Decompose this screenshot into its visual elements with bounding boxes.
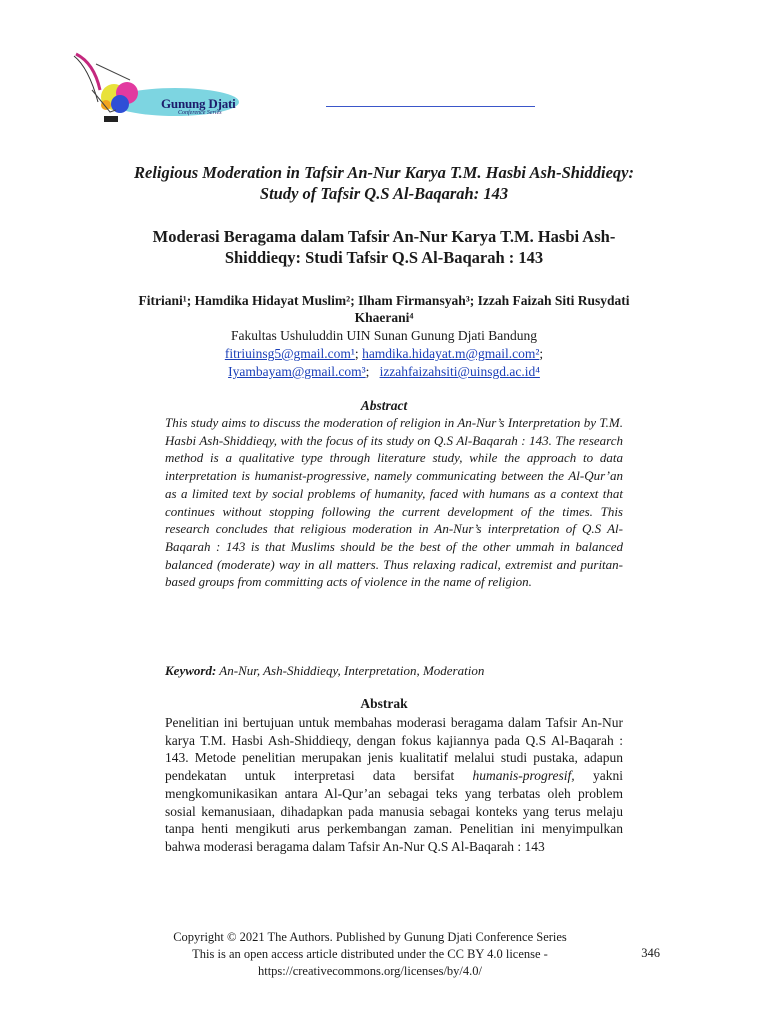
keyword-label: Keyword: <box>165 663 217 678</box>
abstrak-italic-term: humanis-progresif, <box>472 768 575 784</box>
abstrak-heading: Abstrak <box>360 696 408 711</box>
copyright-line: Copyright © 2021 The Authors. Published by Gunung Djati Conference Series <box>173 930 567 944</box>
conference-logo <box>70 50 240 135</box>
title-indonesian: Moderasi Beragama dalam Tafsir An-Nur Karya T.M. Hasbi Ash-Shiddieqy: Studi Tafsir Q.S Al-Baqarah : 143 <box>152 227 616 267</box>
logo-subtitle: Conference Series <box>178 110 222 116</box>
license-url[interactable]: https://creativecommons.org/licenses/by/4.0/ <box>257 964 483 978</box>
email-link-1[interactable]: fitriuinsg5@gmail.com¹ <box>224 346 355 361</box>
title-english: Religious Moderation in Tafsir An-Nur Karya T.M. Hasbi Ash-Shiddieqy: Study of Tafsir Q.S Al-Baqarah: 143 <box>134 163 634 203</box>
email-line-2: Iyambayam@gmail.com³; izzahfaizahsiti@uinsgd.ac.id⁴ <box>228 364 540 379</box>
email-line-1: fitriuinsg5@gmail.com¹; hamdika.hidayat.m@gmail.com²; <box>224 346 544 361</box>
email-link-3[interactable]: Iyambayam@gmail.com³ <box>228 364 366 379</box>
keyword-line <box>165 663 623 679</box>
abstrak-text-part-1: Penelitian ini bertujuan untuk membahas moderasi beragama dalam Tafsir An-Nur karya T.M. Hasbi Ash-Shiddieqy, dengan fokus kajiannya pada Q.S Al-Baqarah : 143. Metode penelitian merupakan jenis kualitatif melalui studi pustaka, adapun pendekatan untuk interpretasi data bersifat <box>165 715 623 784</box>
email-link-4[interactable]: izzahfaizahsiti@uinsgd.ac.id⁴ <box>379 364 540 379</box>
header-rule <box>326 106 535 107</box>
email-link-2[interactable]: hamdika.hidayat.m@gmail.com² <box>362 346 540 361</box>
abstract-heading: Abstract <box>360 398 408 413</box>
abstract-english-text: This study aims to discuss the moderation of religion in An-Nur’s Interpretation by T.M. Hasbi Ash-Shiddieqy, with the focus of its study on Q.S Al-Baqarah : 143. The research method is a qualitative type through literature study, while the approach to data interpretation is humanist-progressive, namely communicating between the Al-Qur’an as a limited text by social problems of humanity, faced with humans as a context that continues without stopping following the current development of the times. This research concludes that religious moderation in An-Nur’s interpretation of Q.S Al-Baqarah : 143 is that Muslims should be the best of the other ummah in balanced balanced (moderate) way in all matters. Thus relaxing radical, extremist and puritan-based groups from committing acts of violence in the name of religion. <box>165 415 623 590</box>
author-list: Fitriani¹; Hamdika Hidayat Muslim²; Ilham Firmansyah³; Izzah Faizah Siti Rusydati Khaerani⁴ <box>138 293 630 325</box>
logo-name: Gunung Djati <box>161 96 236 111</box>
abstrak-text-part-2: yakni mengkomunikasikan antara Al-Qur’an sebagai teks yang terbatas oleh problem sosial kemanusiaan, dihadapkan pada manusia sebagai konteks yang terus melaju tanpa henti mengikuti arus perkembangan zaman. Penelitian ini menyimpulkan bahwa moderasi beragama dalam Tafsir An-Nur Q.S Al-Baqarah : 143 <box>165 768 623 854</box>
abstrak-text <box>165 714 623 856</box>
license-line: This is an open access article distributed under the CC BY 4.0 license - <box>192 947 548 961</box>
affiliation: Fakultas Ushuluddin UIN Sunan Gunung Djati Bandung <box>231 328 537 343</box>
keyword-text: An-Nur, Ash-Shiddieqy, Interpretation, Moderation <box>219 663 485 678</box>
page-number: 346 <box>641 946 660 960</box>
logo-graphic <box>70 50 240 135</box>
